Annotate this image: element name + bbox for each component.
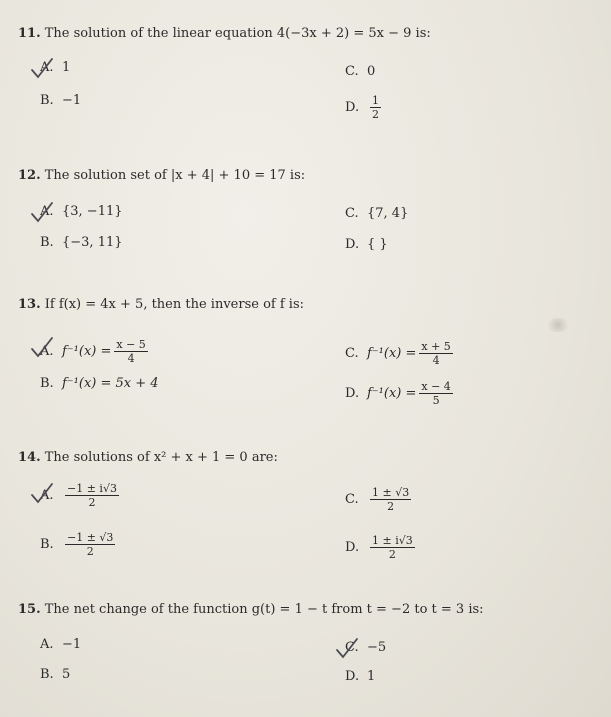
fraction: $\frac{x - 4}{5}$ xyxy=(421,380,451,407)
fraction: $\frac{x + 5}{4}$ xyxy=(421,340,451,367)
option-letter: C. xyxy=(345,346,359,361)
option-letter: D. xyxy=(345,669,360,684)
option-letter: B. xyxy=(40,537,54,552)
option-value: 0 xyxy=(367,64,376,79)
option-letter: D. xyxy=(345,540,360,555)
checkmark-icon xyxy=(30,201,56,223)
question-12 xyxy=(18,168,305,183)
option-value: −1 xyxy=(62,637,82,652)
question-13 xyxy=(18,297,304,312)
option-value: f⁻¹(x) = 5x + 4 xyxy=(62,376,159,391)
option-letter: D. xyxy=(345,100,360,115)
checkmark-icon xyxy=(30,57,56,79)
option-letter: A. xyxy=(40,204,54,219)
question-15 xyxy=(18,602,484,617)
question-14 xyxy=(18,450,278,465)
option-value: { } xyxy=(367,237,388,252)
question-stem: The net change of the function g(t) = 1 − t from t = −2 to t = 3 is: xyxy=(44,602,484,617)
option-letter: B. xyxy=(40,667,54,682)
q14-option-c[interactable] xyxy=(345,486,414,513)
question-number: 14. xyxy=(18,450,41,465)
q14-option-d[interactable] xyxy=(345,534,418,561)
option-lhs: f⁻¹(x) = xyxy=(367,386,417,401)
fraction: $\frac{1}{2}$ xyxy=(372,94,379,121)
option-lhs: f⁻¹(x) = xyxy=(62,344,112,359)
option-letter: B. xyxy=(40,93,54,108)
option-letter: C. xyxy=(345,492,359,507)
fraction: $\frac{-1 \pm i√3}{2}$ xyxy=(67,482,117,509)
q13-option-b[interactable] xyxy=(40,376,159,391)
q14-option-b[interactable] xyxy=(40,531,118,558)
q15-option-d[interactable] xyxy=(345,669,375,684)
option-letter: C. xyxy=(345,64,359,79)
option-letter: B. xyxy=(40,235,54,250)
question-number: 15. xyxy=(18,602,41,617)
option-value: {3, −11} xyxy=(62,204,123,219)
q12-option-b[interactable] xyxy=(40,235,123,250)
option-value: −5 xyxy=(367,640,387,655)
q15-option-b[interactable] xyxy=(40,667,70,682)
option-letter: D. xyxy=(345,386,360,401)
option-lhs: f⁻¹(x) = xyxy=(367,346,417,361)
checkmark-icon xyxy=(30,336,56,358)
pencil-smudge xyxy=(545,318,571,332)
option-letter: A. xyxy=(40,60,54,75)
checkmark-icon xyxy=(335,637,361,659)
fraction: $\frac{1 \pm √3}{2}$ xyxy=(372,486,410,513)
question-number: 13. xyxy=(18,297,41,312)
option-value: 5 xyxy=(62,667,71,682)
q12-option-c[interactable] xyxy=(345,206,408,221)
fraction: $\frac{-1 \pm √3}{2}$ xyxy=(67,531,114,558)
option-letter: C. xyxy=(345,206,359,221)
q11-option-c[interactable] xyxy=(345,64,375,79)
option-letter: D. xyxy=(345,237,360,252)
q15-option-a[interactable] xyxy=(40,637,81,652)
fraction: $\frac{1 \pm i√3}{2}$ xyxy=(372,534,413,561)
question-number: 11. xyxy=(18,26,41,41)
q13-option-d[interactable] xyxy=(345,380,456,407)
q13-option-a[interactable] xyxy=(40,338,151,365)
option-value: −1 xyxy=(62,93,82,108)
q12-option-d[interactable] xyxy=(345,237,388,252)
option-value: {−3, 11} xyxy=(62,235,123,250)
checkmark-icon xyxy=(30,482,56,504)
fraction: $\frac{x - 5}{4}$ xyxy=(116,338,146,365)
q11-option-b[interactable] xyxy=(40,93,81,108)
option-letter: C. xyxy=(345,640,359,655)
question-stem: The solution of the linear equation 4(−3x + 2) = 5x − 9 is: xyxy=(44,26,431,41)
option-value: {7, 4} xyxy=(367,206,409,221)
option-letter: A. xyxy=(40,637,54,652)
question-stem: The solutions of x² + x + 1 = 0 are: xyxy=(44,450,278,465)
question-stem: If f(x) = 4x + 5, then the inverse of f is: xyxy=(44,297,305,312)
question-11 xyxy=(18,26,431,41)
question-number: 12. xyxy=(18,168,41,183)
q13-option-c[interactable] xyxy=(345,340,456,367)
option-letter: A. xyxy=(40,344,54,359)
option-letter: B. xyxy=(40,376,54,391)
question-stem: The solution set of |x + 4| + 10 = 17 is: xyxy=(44,168,306,183)
option-letter: A. xyxy=(40,488,54,503)
q11-option-d[interactable] xyxy=(345,94,384,121)
option-value: 1 xyxy=(62,60,71,75)
option-value: 1 xyxy=(367,669,376,684)
